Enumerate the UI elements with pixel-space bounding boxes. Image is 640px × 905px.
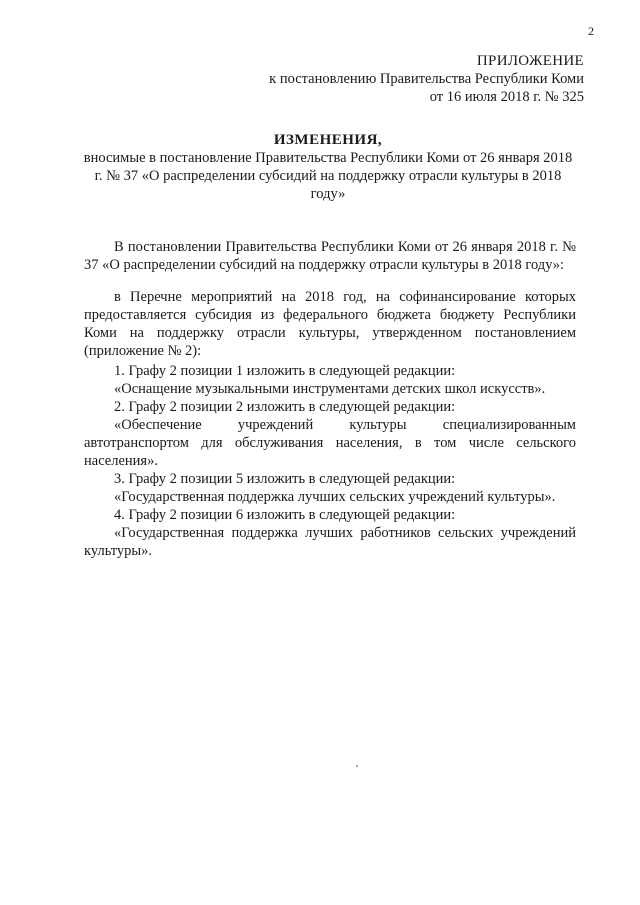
item-instruction: 4. Графу 2 позиции 6 изложить в следующей редакции:: [114, 507, 456, 523]
appendix-header: [204, 52, 584, 106]
appendix-date-number: от 16 июля 2018 г. № 325: [429, 89, 584, 105]
item-text: «Государственная поддержка лучших работников сельских учреждений культуры».: [84, 525, 576, 559]
item-instruction: 2. Графу 2 позиции 2 изложить в следующей редакции:: [114, 399, 456, 415]
document-body: [84, 238, 576, 560]
document-heading: [80, 131, 576, 203]
lead-paragraph: в Перечне мероприятий на 2018 год, на софинансирование которых предоставляется субсидия из федерального бюджета бюджету Республики Коми на поддержку отрасли культуры, утвержденном постановлением (приложение № 2):: [84, 289, 576, 359]
document-subtitle: вносимые в постановление Правительства Республики Коми от 26 января 2018 г. № 37 «О распределении субсидий на поддержку отрасли культуры в 2018 году»: [83, 150, 573, 202]
appendix-title: ПРИЛОЖЕНИЕ: [476, 53, 584, 69]
document-title: ИЗМЕНЕНИЯ,: [273, 132, 383, 148]
scan-artifact: [356, 765, 358, 767]
item-text: «Обеспечение учреждений культуры специализированным автотранспортом для обслуживания населения, в том числе сельского населения».: [84, 417, 576, 469]
intro-paragraph: В постановлении Правительства Республики Коми от 26 января 2018 г. № 37 «О распределении субсидий на поддержку отрасли культуры в 2018 году»:: [84, 239, 576, 273]
item-instruction: 1. Графу 2 позиции 1 изложить в следующей редакции:: [114, 363, 456, 379]
item-instruction: 3. Графу 2 позиции 5 изложить в следующей редакции:: [114, 471, 456, 487]
item-text: «Оснащение музыкальными инструментами детских школ искусств».: [114, 381, 546, 397]
page-number: 2: [588, 24, 594, 38]
item-text: «Государственная поддержка лучших сельских учреждений культуры».: [114, 489, 556, 505]
appendix-resolution-line: к постановлению Правительства Республики Коми: [269, 71, 584, 87]
